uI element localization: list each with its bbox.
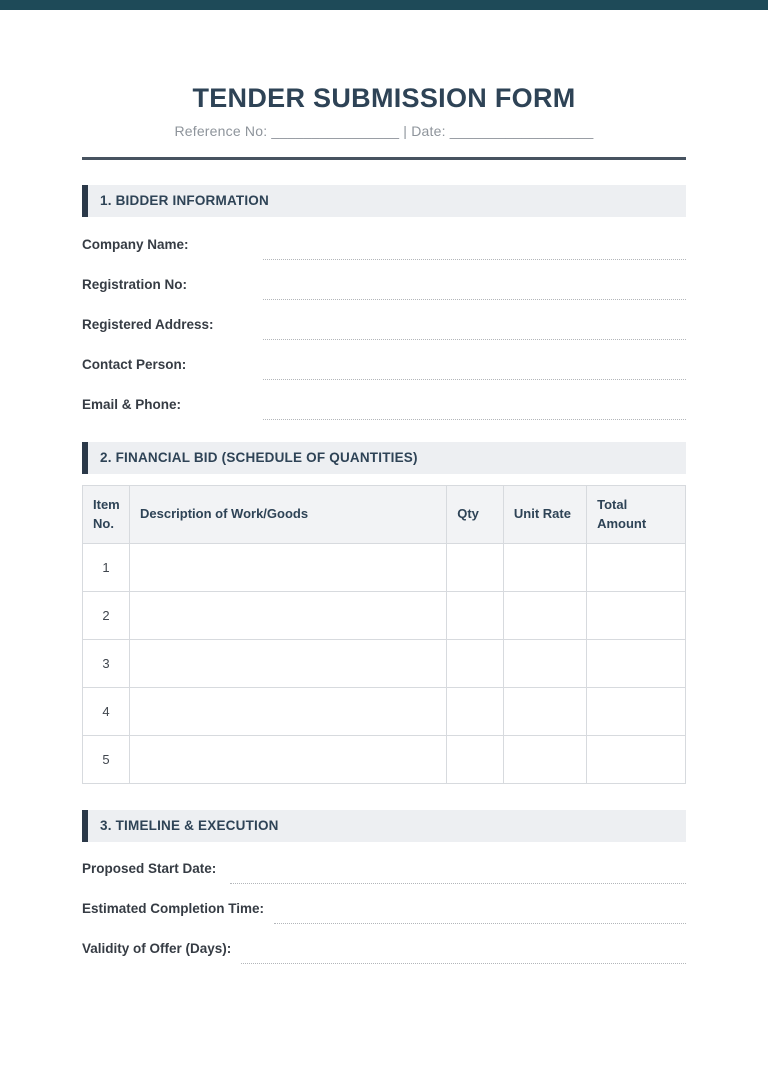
- proposed-start-date-label: Proposed Start Date:: [82, 860, 217, 876]
- page-title: TENDER SUBMISSION FORM: [192, 83, 576, 113]
- col-header-description: Description of Work/Goods: [130, 486, 447, 544]
- registered-address-label: Registered Address:: [82, 316, 214, 332]
- table-header-row: [83, 486, 686, 544]
- item-no-cell: 3: [83, 640, 130, 688]
- col-header-item-no: Item No.: [83, 486, 130, 544]
- description-cell[interactable]: [130, 640, 447, 688]
- section-header-bidder-information: [82, 185, 686, 217]
- date-blank-field[interactable]: __________________: [449, 123, 594, 140]
- reference-date-line: [82, 123, 686, 139]
- total-amount-cell[interactable]: [587, 640, 686, 688]
- unit-rate-cell[interactable]: [503, 592, 586, 640]
- description-cell[interactable]: [130, 688, 447, 736]
- registered-address-field-row: [82, 304, 686, 344]
- table-row: [83, 736, 686, 784]
- page-top-accent-bar: [0, 0, 768, 10]
- table-row: [83, 688, 686, 736]
- table-row: [83, 544, 686, 592]
- header-divider: [82, 157, 686, 160]
- item-no-cell: 1: [83, 544, 130, 592]
- registration-no-label: Registration No:: [82, 276, 188, 292]
- reference-label: Reference No:: [174, 123, 268, 140]
- schedule-of-quantities-table: [82, 485, 686, 784]
- total-amount-cell[interactable]: [587, 544, 686, 592]
- company-name-field-row: [82, 224, 686, 264]
- estimated-completion-time-field-row: [82, 888, 686, 928]
- section-title: 1. BIDDER INFORMATION: [100, 193, 269, 209]
- unit-rate-cell[interactable]: [503, 640, 586, 688]
- registration-no-field-row: [82, 264, 686, 304]
- date-label: Date:: [411, 123, 446, 140]
- registered-address-input-line[interactable]: [263, 339, 686, 340]
- col-header-total-amount: Total Amount: [587, 486, 686, 544]
- reference-date-separator: |: [403, 123, 408, 140]
- company-name-input-line[interactable]: [263, 259, 686, 260]
- contact-person-field-row: [82, 344, 686, 384]
- qty-cell[interactable]: [447, 688, 504, 736]
- section-title: 3. TIMELINE & EXECUTION: [100, 818, 279, 834]
- qty-cell[interactable]: [447, 640, 504, 688]
- description-cell[interactable]: [130, 736, 447, 784]
- proposed-start-date-field-row: [82, 848, 686, 888]
- unit-rate-cell[interactable]: [503, 736, 586, 784]
- unit-rate-cell[interactable]: [503, 544, 586, 592]
- tender-form-document: [0, 82, 768, 968]
- bidder-information-fields: [82, 217, 686, 424]
- email-phone-label: Email & Phone:: [82, 396, 182, 412]
- qty-cell[interactable]: [447, 544, 504, 592]
- item-no-cell: 5: [83, 736, 130, 784]
- qty-cell[interactable]: [447, 736, 504, 784]
- description-cell[interactable]: [130, 592, 447, 640]
- validity-of-offer-field-row: [82, 928, 686, 968]
- contact-person-input-line[interactable]: [263, 379, 686, 380]
- proposed-start-date-input-line[interactable]: [230, 883, 686, 884]
- item-no-cell: 2: [83, 592, 130, 640]
- estimated-completion-time-label: Estimated Completion Time:: [82, 900, 265, 916]
- table-row: [83, 592, 686, 640]
- section-header-financial-bid: [82, 442, 686, 474]
- section-title: 2. FINANCIAL BID (SCHEDULE OF QUANTITIES): [100, 450, 418, 466]
- unit-rate-cell[interactable]: [503, 688, 586, 736]
- item-no-cell: 4: [83, 688, 130, 736]
- qty-cell[interactable]: [447, 592, 504, 640]
- validity-of-offer-label: Validity of Offer (Days):: [82, 940, 232, 956]
- email-phone-input-line[interactable]: [263, 419, 686, 420]
- validity-of-offer-input-line[interactable]: [241, 963, 686, 964]
- table-row: [83, 640, 686, 688]
- section-header-timeline-execution: [82, 810, 686, 842]
- total-amount-cell[interactable]: [587, 592, 686, 640]
- company-name-label: Company Name:: [82, 236, 189, 252]
- description-cell[interactable]: [130, 544, 447, 592]
- reference-blank-field[interactable]: ________________: [271, 123, 400, 140]
- estimated-completion-time-input-line[interactable]: [274, 923, 686, 924]
- contact-person-label: Contact Person:: [82, 356, 187, 372]
- total-amount-cell[interactable]: [587, 736, 686, 784]
- col-header-unit-rate: Unit Rate: [503, 486, 586, 544]
- email-phone-field-row: [82, 384, 686, 424]
- total-amount-cell[interactable]: [587, 688, 686, 736]
- registration-no-input-line[interactable]: [263, 299, 686, 300]
- timeline-execution-fields: [82, 842, 686, 968]
- col-header-qty: Qty: [447, 486, 504, 544]
